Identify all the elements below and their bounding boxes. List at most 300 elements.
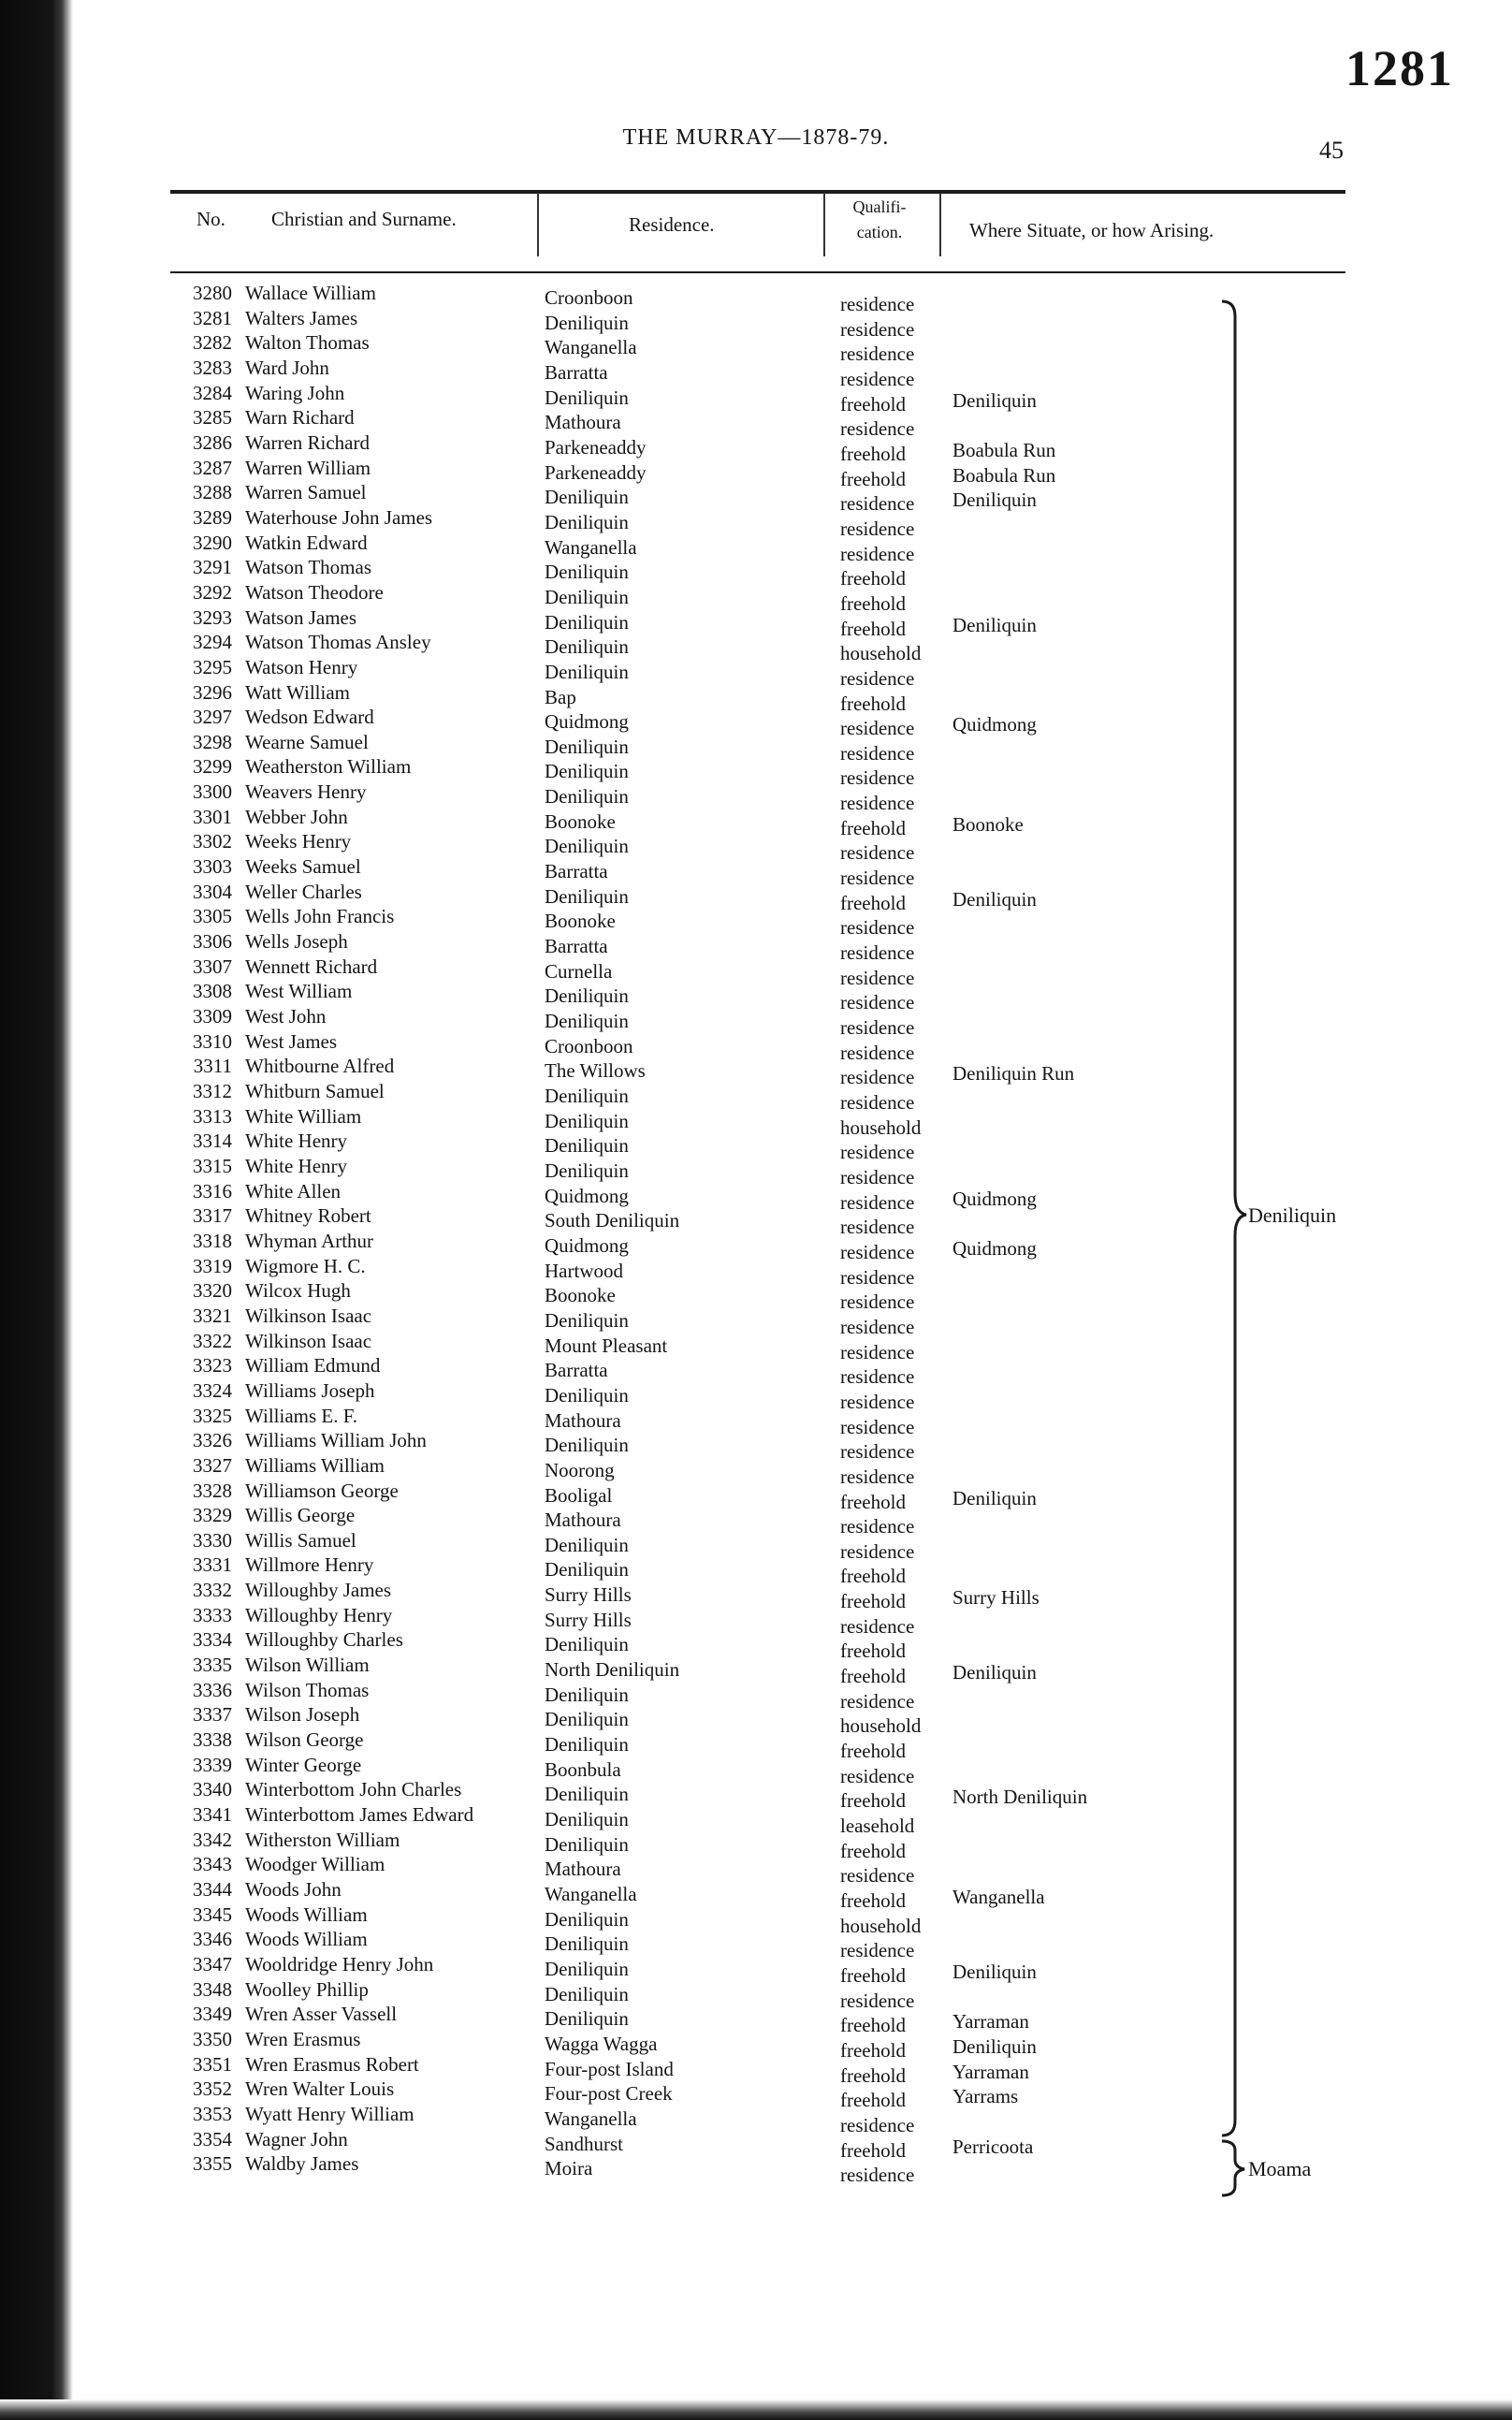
voter-name: Watson Henry xyxy=(245,655,358,678)
voter-name: Willis George xyxy=(245,1504,356,1527)
voter-where-situate: Deniliquin xyxy=(952,613,1037,636)
voter-qualification: freehold xyxy=(840,2063,906,2087)
voter-name: Williams William xyxy=(245,1453,385,1477)
voter-name: Weatherston William xyxy=(245,755,412,779)
brace-deniliquin xyxy=(1222,301,1246,2136)
voter-residence: Croonboon xyxy=(545,1034,633,1057)
voter-qualification: residence xyxy=(840,941,915,965)
voter-number: 3294 xyxy=(193,631,232,654)
voter-residence: Deniliquin xyxy=(545,610,629,634)
voter-number: 3318 xyxy=(193,1229,232,1252)
voter-qualification: freehold xyxy=(840,2089,906,2112)
page-number: 1281 xyxy=(1345,40,1454,96)
voter-number: 3354 xyxy=(193,2127,232,2150)
voter-name: Wyatt Henry William xyxy=(245,2102,414,2125)
voter-residence: Deniliquin xyxy=(545,1708,629,1731)
voter-residence: Deniliquin xyxy=(545,1907,629,1931)
voter-where-situate: Yarraman xyxy=(952,2060,1029,2083)
voter-residence: Parkeneaddy xyxy=(545,435,647,459)
voter-number: 3319 xyxy=(193,1254,232,1277)
voter-residence: Deniliquin xyxy=(545,1683,629,1706)
voter-name: Wooldridge Henry John xyxy=(245,1952,434,1975)
voter-name: Wedson Edward xyxy=(245,706,374,729)
voter-qualification: freehold xyxy=(840,442,906,465)
voter-qualification: residence xyxy=(840,1390,915,1413)
voter-qualification: freehold xyxy=(840,591,906,615)
voter-number: 3309 xyxy=(193,1005,232,1028)
voter-number: 3296 xyxy=(193,680,232,704)
voter-name: Warren Samuel xyxy=(245,481,367,504)
voter-qualification: residence xyxy=(840,966,915,989)
voter-name: Watson Thomas xyxy=(245,556,371,579)
voter-qualification: residence xyxy=(840,1689,915,1713)
voter-residence: Noorong xyxy=(545,1458,615,1481)
voter-number: 3287 xyxy=(193,456,232,479)
voter-number: 3352 xyxy=(193,2077,232,2101)
voter-where-situate: Yarrams xyxy=(952,2085,1019,2108)
voter-residence: Wanganella xyxy=(545,2107,637,2130)
voter-number: 3340 xyxy=(193,1778,232,1801)
voter-number: 3281 xyxy=(193,306,232,329)
voter-residence: Barratta xyxy=(545,360,608,384)
voter-qualification: residence xyxy=(840,666,915,690)
voter-number: 3292 xyxy=(193,580,232,604)
voter-residence: Wanganella xyxy=(545,535,637,559)
voter-name: Warren Richard xyxy=(245,430,370,454)
voter-qualification: residence xyxy=(840,1515,915,1538)
voter-number: 3325 xyxy=(193,1404,232,1427)
voter-name: Ward John xyxy=(245,356,329,379)
voter-qualification: residence xyxy=(840,1340,915,1363)
voter-qualification: residence xyxy=(840,1539,915,1563)
voter-residence: Four-post Island xyxy=(545,2057,674,2080)
voter-residence: Deniliquin xyxy=(545,1383,629,1407)
voter-name: Woods William xyxy=(245,1928,368,1951)
voter-number: 3298 xyxy=(193,730,232,753)
voter-number: 3336 xyxy=(193,1678,232,1701)
voter-qualification: freehold xyxy=(840,1740,906,1763)
voter-qualification: freehold xyxy=(840,2038,906,2062)
voter-where-situate: Yarraman xyxy=(952,2010,1029,2034)
voter-residence: The Willows xyxy=(545,1059,646,1083)
voter-name: Willis Samuel xyxy=(245,1528,356,1552)
district-label-moama: Moama xyxy=(1248,2157,1312,2180)
voter-qualification: freehold xyxy=(840,2014,906,2037)
voter-name: Wilson George xyxy=(245,1728,364,1752)
voter-number: 3320 xyxy=(193,1279,232,1303)
voter-number: 3289 xyxy=(193,505,232,529)
voter-number: 3307 xyxy=(193,955,232,978)
voter-name: Waldby James xyxy=(245,2152,359,2176)
voter-name: West William xyxy=(245,980,353,1003)
voter-residence: Deniliquin xyxy=(545,1159,629,1182)
voter-residence: Barratta xyxy=(545,935,608,958)
voter-number: 3334 xyxy=(193,1628,232,1652)
voter-name: Wilkinson Isaac xyxy=(245,1304,372,1327)
voter-qualification: residence xyxy=(840,1614,915,1638)
voter-name: Weeks Henry xyxy=(245,830,352,853)
voter-name: Wren Walter Louis xyxy=(245,2077,395,2101)
voter-number: 3291 xyxy=(193,556,232,579)
voter-qualification: freehold xyxy=(840,891,906,914)
voter-name: Webber John xyxy=(245,805,348,828)
voter-residence: Deniliquin xyxy=(545,760,629,783)
voter-where-situate: Deniliquin xyxy=(952,1486,1037,1509)
voter-name: Willoughby Henry xyxy=(245,1603,393,1626)
voter-number: 3344 xyxy=(193,1878,232,1901)
voter-residence: Mathoura xyxy=(545,1408,621,1432)
voter-qualification: freehold xyxy=(840,1565,906,1588)
voter-qualification: freehold xyxy=(840,392,906,415)
voter-name: Wilson Joseph xyxy=(245,1703,360,1727)
voter-qualification: freehold xyxy=(840,692,906,715)
voter-residence: Deniliquin xyxy=(545,1558,629,1582)
voter-number: 3280 xyxy=(193,282,232,304)
voter-number: 3321 xyxy=(193,1304,232,1327)
voter-number: 3347 xyxy=(193,1952,232,1975)
voter-name: Witherston William xyxy=(245,1828,400,1851)
voter-name: Wren Erasmus Robert xyxy=(245,2052,419,2076)
voter-name: Waring John xyxy=(245,381,345,404)
district-label-deniliquin: Deniliquin xyxy=(1248,1203,1337,1227)
voter-residence: Deniliquin xyxy=(545,660,629,683)
voter-qualification: freehold xyxy=(840,1665,906,1688)
voter-name: Wilcox Hugh xyxy=(245,1279,351,1303)
voter-number: 3285 xyxy=(193,406,232,430)
voter-qualification: residence xyxy=(840,1939,915,1962)
voter-where-situate: Boabula Run xyxy=(952,463,1056,487)
voter-name: Wren Asser Vassell xyxy=(245,2003,398,2026)
header-where-situate: Where Situate, or how Arising. xyxy=(969,219,1214,241)
header-no: No. xyxy=(196,208,225,230)
voter-residence: Bap xyxy=(545,685,576,708)
voter-residence: Mathoura xyxy=(545,1858,621,1881)
voter-number: 3310 xyxy=(193,1029,232,1053)
voter-number: 3314 xyxy=(193,1130,232,1153)
voter-residence: Mount Pleasant xyxy=(545,1334,668,1357)
voter-qualification: residence xyxy=(840,841,915,865)
voter-number: 3308 xyxy=(193,980,232,1003)
voter-number: 3290 xyxy=(193,531,232,554)
voter-where-situate: Deniliquin xyxy=(952,1960,1037,1983)
voter-residence: Deniliquin xyxy=(545,785,629,809)
voter-name: Wigmore H. C. xyxy=(245,1254,366,1277)
voter-number: 3345 xyxy=(193,1902,232,1926)
voter-qualification: residence xyxy=(840,1265,915,1289)
voter-qualification: residence xyxy=(840,1465,915,1488)
voter-name: Watson James xyxy=(245,605,357,629)
voter-qualification: residence xyxy=(840,293,915,315)
voter-qualification: residence xyxy=(840,867,915,890)
voter-qualification: residence xyxy=(840,517,915,540)
voter-name: Weller Charles xyxy=(245,880,362,903)
voter-name: West James xyxy=(245,1029,338,1053)
voter-number: 3342 xyxy=(193,1828,232,1851)
voter-name: Weavers Henry xyxy=(245,780,367,804)
voter-residence: Wagga Wagga xyxy=(545,2032,658,2055)
voter-name: Wells Joseph xyxy=(245,930,348,954)
voter-residence: Deniliquin xyxy=(545,884,629,908)
voter-name: Willmore Henry xyxy=(245,1553,374,1577)
voter-residence: Deniliquin xyxy=(545,835,629,858)
voter-number: 3323 xyxy=(193,1354,232,1378)
voter-number: 3326 xyxy=(193,1429,232,1452)
voter-name: Wagner John xyxy=(245,2127,348,2150)
voter-residence: Deniliquin xyxy=(545,1085,629,1107)
voter-residence: Barratta xyxy=(545,860,608,883)
voter-number: 3288 xyxy=(193,481,232,504)
voter-residence: Deniliquin xyxy=(545,1832,629,1856)
voter-number: 3284 xyxy=(193,381,232,404)
voter-qualification: residence xyxy=(840,991,915,1014)
voter-qualification: household xyxy=(840,1714,922,1738)
voter-number: 3322 xyxy=(193,1329,232,1352)
voter-qualification: residence xyxy=(840,792,915,815)
voter-residence: Deniliquin xyxy=(545,635,629,659)
voter-where-situate: Quidmong xyxy=(952,1187,1037,1210)
voter-residence: Deniliquin xyxy=(545,1932,629,1956)
voter-qualification: residence xyxy=(840,1989,915,2012)
voter-qualification: freehold xyxy=(840,467,906,490)
voter-residence: Deniliquin xyxy=(545,1982,629,2005)
voter-qualification: residence xyxy=(840,1365,915,1389)
voter-residence: Quidmong xyxy=(545,1233,629,1257)
voter-number: 3346 xyxy=(193,1928,232,1951)
voter-number: 3324 xyxy=(193,1378,232,1402)
voter-qualification: freehold xyxy=(840,1889,906,1912)
voter-residence: Deniliquin xyxy=(545,311,629,334)
folio-number: 45 xyxy=(1319,137,1344,164)
voter-residence: Mathoura xyxy=(545,411,621,434)
voter-name: Wren Erasmus xyxy=(245,2027,361,2050)
voter-name: Whyman Arthur xyxy=(245,1229,374,1252)
voter-name: Wilkinson Isaac xyxy=(245,1329,372,1352)
voter-qualification: leasehold xyxy=(840,1815,915,1838)
voter-name: White Henry xyxy=(245,1154,348,1177)
header-residence: Residence. xyxy=(629,213,715,236)
voter-number: 3338 xyxy=(193,1728,232,1752)
voter-number: 3348 xyxy=(193,1977,232,2001)
voter-qualification: freehold xyxy=(840,2138,906,2162)
voter-residence: Deniliquin xyxy=(545,1533,629,1556)
voter-name: Wilson William xyxy=(245,1654,370,1677)
voter-name: Wilson Thomas xyxy=(245,1678,370,1701)
voter-where-situate: Deniliquin xyxy=(952,488,1037,512)
voter-where-situate: Deniliquin Run xyxy=(952,1062,1075,1086)
voter-qualification: residence xyxy=(840,1091,915,1114)
voter-qualification: residence xyxy=(840,1141,915,1164)
voter-residence: Deniliquin xyxy=(545,510,629,533)
voter-where-situate: Boabula Run xyxy=(952,438,1056,461)
voter-residence: Curnella xyxy=(545,959,613,983)
voter-name: Williams William John xyxy=(245,1429,427,1452)
voter-residence: Deniliquin xyxy=(545,1733,629,1757)
voter-qualification: residence xyxy=(840,1190,915,1214)
voter-qualification: residence xyxy=(840,741,915,765)
header-qualification-line1: Qualifi- xyxy=(852,197,907,216)
voter-qualification: freehold xyxy=(840,1490,906,1513)
voter-name: Williams Joseph xyxy=(245,1378,375,1402)
voter-name: White Henry xyxy=(245,1130,348,1153)
voter-name: Watkin Edward xyxy=(245,531,368,554)
voter-name: Watt William xyxy=(245,680,350,704)
voter-number: 3328 xyxy=(193,1479,232,1502)
voter-name: Whitburn Samuel xyxy=(245,1080,385,1102)
header-name: Christian and Surname. xyxy=(271,208,457,230)
voter-residence: Deniliquin xyxy=(545,386,629,409)
voter-name: Woolley Phillip xyxy=(245,1977,369,2001)
voter-number: 3355 xyxy=(193,2152,232,2176)
voter-number: 3332 xyxy=(193,1579,232,1602)
voter-number: 3297 xyxy=(193,706,232,729)
voter-residence: Deniliquin xyxy=(545,561,629,584)
voter-number: 3330 xyxy=(193,1528,232,1552)
voter-qualification: household xyxy=(840,1115,922,1139)
voter-name: White Allen xyxy=(245,1179,342,1203)
voter-qualification: residence xyxy=(840,1216,915,1239)
voter-residence: Deniliquin xyxy=(545,1783,629,1806)
voter-name: Winterbottom James Edward xyxy=(245,1803,474,1827)
voter-residence: Deniliquin xyxy=(545,1957,629,1980)
voter-residence: Deniliquin xyxy=(545,1633,629,1656)
voter-residence: Mathoura xyxy=(545,1509,621,1532)
voter-number: 3303 xyxy=(193,855,232,879)
voter-qualification: residence xyxy=(840,717,915,740)
voter-where-situate: Perricoota xyxy=(952,2135,1034,2158)
brace-moama xyxy=(1222,2141,1244,2195)
voter-name: Woods John xyxy=(245,1878,342,1901)
voter-residence: Deniliquin xyxy=(545,2007,629,2031)
voter-where-situate: Quidmong xyxy=(952,713,1037,736)
voter-where-situate: Wanganella xyxy=(952,1886,1045,1908)
voter-qualification: residence xyxy=(840,916,915,940)
voter-residence: Hartwood xyxy=(545,1259,623,1282)
voter-qualification: freehold xyxy=(840,567,906,590)
voter-number: 3313 xyxy=(193,1104,232,1128)
voter-qualification: household xyxy=(840,642,922,665)
voter-name: Wallace William xyxy=(245,282,376,304)
voter-residence: Deniliquin xyxy=(545,1134,629,1158)
voter-qualification: residence xyxy=(840,542,915,565)
voter-name: Woods William xyxy=(245,1902,368,1926)
voter-number: 3317 xyxy=(193,1204,232,1228)
voter-residence: Deniliquin xyxy=(545,1434,629,1457)
voter-qualification: freehold xyxy=(840,617,906,640)
voter-qualification: residence xyxy=(840,1240,915,1263)
voter-qualification: residence xyxy=(840,367,915,390)
voter-residence: Four-post Creek xyxy=(545,2082,673,2106)
voter-residence: Deniliquin xyxy=(545,984,629,1008)
voter-number: 3283 xyxy=(193,356,232,379)
voter-name: Watson Thomas Ansley xyxy=(245,631,431,654)
voter-qualification: residence xyxy=(840,766,915,790)
voter-residence: Deniliquin xyxy=(545,1109,629,1132)
voter-name: Walters James xyxy=(245,306,358,329)
voter-qualification: residence xyxy=(840,1415,915,1438)
voter-residence: Deniliquin xyxy=(545,1308,629,1332)
voter-residence: Deniliquin xyxy=(545,1808,629,1831)
voter-residence: Deniliquin xyxy=(545,735,629,758)
voter-residence: Wanganella xyxy=(545,336,637,359)
voter-residence: Boonoke xyxy=(545,1284,616,1307)
voter-where-situate: Boonoke xyxy=(952,812,1024,836)
voter-number: 3337 xyxy=(193,1703,232,1727)
voter-name: Whitney Robert xyxy=(245,1204,371,1228)
voter-where-situate: Quidmong xyxy=(952,1236,1037,1260)
voter-name: Wearne Samuel xyxy=(245,730,369,753)
voter-qualification: household xyxy=(840,1914,922,1937)
voter-qualification: residence xyxy=(840,1315,915,1338)
voter-residence: Deniliquin xyxy=(545,1010,629,1033)
voter-number: 3351 xyxy=(193,2052,232,2076)
voter-qualification: residence xyxy=(840,1041,915,1064)
voter-name: Warn Richard xyxy=(245,406,355,430)
voter-number: 3305 xyxy=(193,905,232,928)
voter-number: 3339 xyxy=(193,1753,232,1776)
voter-number: 3331 xyxy=(193,1553,232,1577)
voter-residence: Boonoke xyxy=(545,910,616,933)
voter-residence: Barratta xyxy=(545,1359,608,1382)
voter-qualification: residence xyxy=(840,1440,915,1464)
voter-number: 3343 xyxy=(193,1853,232,1876)
voter-number: 3353 xyxy=(193,2102,232,2125)
voter-name: Willoughby Charles xyxy=(245,1628,403,1652)
voter-number: 3327 xyxy=(193,1453,232,1477)
voter-number: 3329 xyxy=(193,1504,232,1527)
voter-residence: Deniliquin xyxy=(545,486,629,509)
voter-residence: Moira xyxy=(545,2157,593,2180)
voter-name: Wennett Richard xyxy=(245,955,378,978)
voter-number: 3302 xyxy=(193,830,232,853)
voter-qualification: freehold xyxy=(840,1640,906,1663)
voter-qualification: residence xyxy=(840,2164,915,2187)
voter-number: 3299 xyxy=(193,755,232,779)
voter-qualification: residence xyxy=(840,317,915,341)
voter-residence: Quidmong xyxy=(545,710,629,734)
voter-name: Watson Theodore xyxy=(245,580,384,604)
voter-qualification: freehold xyxy=(840,1789,906,1813)
voter-name: Warren William xyxy=(245,456,371,479)
voter-residence: Wanganella xyxy=(545,1883,637,1905)
running-title: THE MURRAY—1878-79. xyxy=(622,125,890,150)
voter-qualification: residence xyxy=(840,1290,915,1314)
voter-name: William Edmund xyxy=(245,1354,381,1378)
voter-number: 3306 xyxy=(193,930,232,954)
voter-qualification: residence xyxy=(840,1864,915,1888)
voter-number: 3282 xyxy=(193,331,232,355)
voter-name: Woodger William xyxy=(245,1853,385,1876)
voter-residence: Croonboon xyxy=(545,286,633,309)
voter-number: 3300 xyxy=(193,780,232,804)
voter-number: 3293 xyxy=(193,605,232,629)
voter-number: 3301 xyxy=(193,805,232,828)
header-qualification-line2: cation. xyxy=(856,223,903,241)
voter-name: West John xyxy=(245,1005,327,1028)
voter-number: 3312 xyxy=(193,1080,232,1102)
voter-name: Williamson George xyxy=(245,1479,399,1502)
voter-number: 3316 xyxy=(193,1179,232,1203)
voter-residence: Boonbula xyxy=(545,1757,621,1781)
voter-number: 3341 xyxy=(193,1803,232,1827)
voter-qualification: freehold xyxy=(840,1590,906,1613)
voter-name: Wells John Francis xyxy=(245,905,395,928)
voter-residence: Parkeneaddy xyxy=(545,460,647,484)
voter-name: White William xyxy=(245,1104,362,1128)
voter-name: Williams E. F. xyxy=(245,1404,357,1427)
voter-qualification: residence xyxy=(840,343,915,366)
voter-where-situate: Deniliquin xyxy=(952,1661,1037,1684)
voter-where-situate: Surry Hills xyxy=(952,1586,1040,1610)
